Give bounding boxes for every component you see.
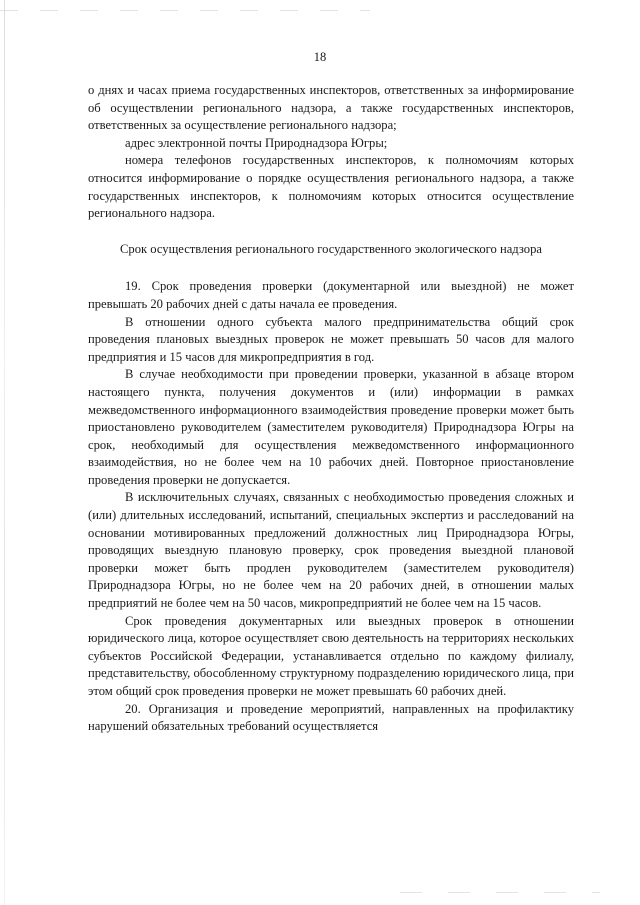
- paragraph-branches: Срок проведения документарных или выездных проверок в отношении юридического лица, которое осуществляет свою деятельность на территориях нескольких субъектов Российской Федерации, устанавливается отдельно по каждому филиалу, представительству, обособленному структурному подразделению юридического лица, при этом общий срок проведения проверки не может превышать 60 рабочих дней.: [88, 613, 574, 698]
- paragraph-email: адрес электронной почты Природнадзора Югры;: [125, 135, 388, 150]
- paragraph-phones: номера телефонов государственных инспекторов, к полномочиям которых относится информирование о порядке осуществления регионального надзора, а также государственных инспекторов, к полномочиям которых относится осуществление регионального надзора.: [88, 153, 574, 221]
- paragraph-extension: В исключительных случаях, связанных с необходимостью проведения сложных и (или) длительных исследований, испытаний, специальных экспертиз и расследований на основании мотивированных предложений должностных лиц Природнадзора Югры, проводящих выездную плановую проверку, срок проведения выездной плановой проверки может быть продлен руководителем (заместителем руководителя) Природнадзора Югры, но не более чем на 20 рабочих дней, в отношении малых предприятий не более чем на 50 часов, микропредприятий не более чем на 15 часов.: [88, 490, 574, 611]
- section-heading: Срок осуществления регионального государственного экологического надзора: [120, 241, 542, 256]
- document-body: [88, 82, 574, 736]
- scan-edge-bottom: [400, 892, 600, 893]
- paragraph-continuation: о днях и часах приема государственных инспекторов, ответственных за информирование об осуществлении регионального надзора, а также государственных инспекторов, ответственных за осуществление регионального надзора;: [88, 83, 574, 133]
- paragraph-suspension: В случае необходимости при проведении проверки, указанной в абзаце втором настоящего пункта, получения документов и (или) информации в рамках межведомственного информационного взаимодействия проведение проверки может быть приостановлено руководителем (заместителем руководителя) Природнадзора Югры на срок, необходимый для осуществления межведомственного информационного взаимодействия, но не более чем на 10 рабочих дней. Повторное приостановление проведения проверки не допускается.: [88, 367, 574, 487]
- paragraph-19: 19. Срок проведения проверки (документарной или выездной) не может превышать 20 рабочих дней с даты начала ее проведения.: [88, 279, 574, 311]
- paragraph-small-business: В отношении одного субъекта малого предпринимательства общий срок проведения плановых выездных проверок не может превышать 50 часов для малого предприятия и 15 часов для микропредприятия в год.: [88, 314, 574, 364]
- page-number: 18: [313, 50, 327, 64]
- scan-edge-top: [0, 10, 370, 11]
- scan-edge-left: [4, 0, 5, 905]
- paragraph-20: 20. Организация и проведение мероприятий, направленных на профилактику нарушений обязательных требований осуществляется: [88, 701, 574, 734]
